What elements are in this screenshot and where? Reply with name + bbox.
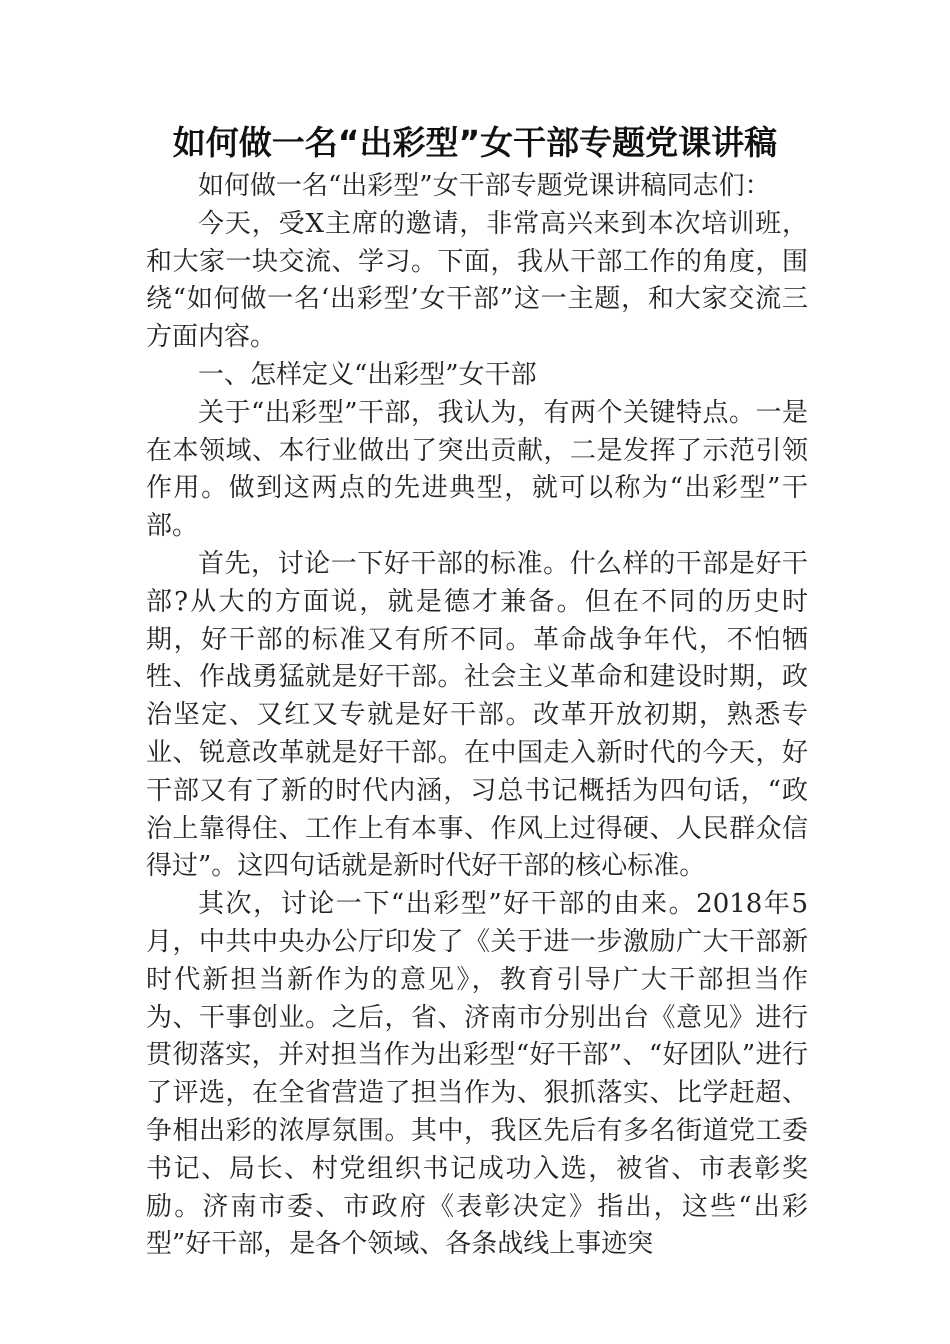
- paragraph: 关于“出彩型”干部，我认为，有两个关键特点。一是在本领域、本行业做出了突出贡献，二是发挥了示范引领作用。做到这两点的先进典型，就可以称为“出彩型”干部。: [146, 397, 808, 542]
- paragraph: 其次，讨论一下“出彩型”好干部的由来。2018年5月，中共中央办公厅印发了《关于进一步激励广大干部新时代新担当新作为的意见》，教育引导广大干部担当作为、干事创业。之后，省、济南市分别出台《意见》进行贯彻落实，并对担当作为出彩型“好干部”、“好团队”进行了评选，在全省营造了担当作为、狠抓落实、比学赶超、争相出彩的浓厚氛围。其中，我区先后有多名街道党工委书记、局长、村党组织书记成功入选，被省、市表彰奖励。济南市委、市政府《表彰决定》指出，这些“出彩型”好干部，是各个领域、各条战线上事迹突: [146, 889, 808, 1260]
- paragraph: 如何做一名“出彩型”女干部专题党课讲稿同志们：: [198, 171, 771, 201]
- document-title: 如何做一名“出彩型”女干部专题党课讲稿: [172, 123, 778, 162]
- paragraph: 首先，讨论一下好干部的标准。什么样的干部是好干部?从大的方面说，就是德才兼备。但在不同的历史时期，好干部的标准又有所不同。革命战争年代，不怕牺牲、作战勇猛就是好干部。社会主义革命和建设时期，政治坚定、又红又专就是好干部。改革开放初期，熟悉专业、锐意改革就是好干部。在中国走入新时代的今天，好干部又有了新的时代内涵，习总书记概括为四句话，“政治上靠得住、工作上有本事、作风上过得硬、人民群众信得过”。这四句话就是新时代好干部的核心标准。: [146, 548, 808, 882]
- document-body: [146, 168, 808, 1264]
- paragraph: 今天，受X主席的邀请，非常高兴来到本次培训班，和大家一块交流、学习。下面，我从干部工作的角度，围绕“如何做一名‘出彩型’女干部”这一主题，和大家交流三方面内容。: [146, 208, 808, 353]
- section-heading: 一、怎样定义“出彩型”女干部: [198, 359, 537, 390]
